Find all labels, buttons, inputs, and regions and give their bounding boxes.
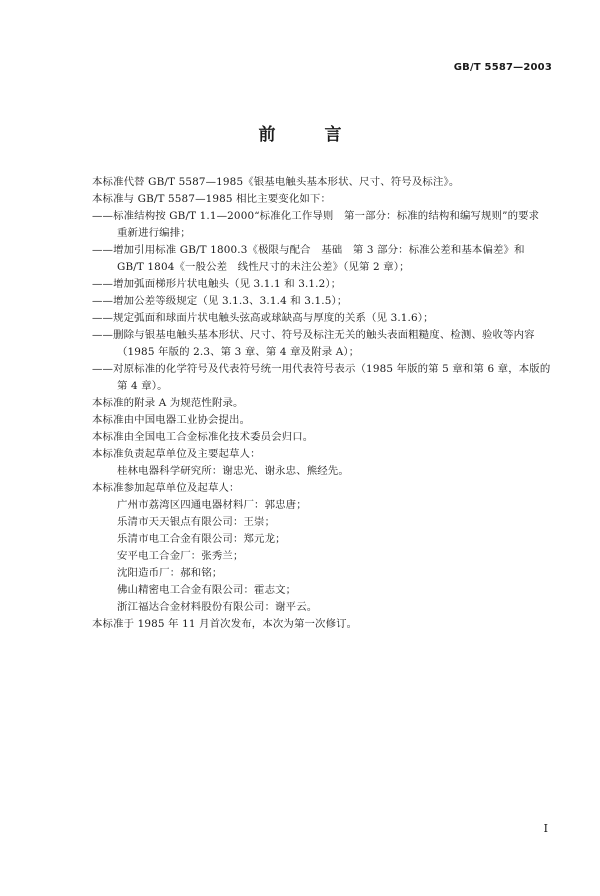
text-line: 广州市荔湾区四通电器材料厂：郭忠唐； — [117, 499, 307, 511]
text-line: ——增加引用标准 GB/T 1800.3《极限与配合 基础 第 3 部分：标准公差和基本偏差》和 — [92, 244, 525, 256]
text-line: 佛山精密电工合金有限公司：霍志文； — [117, 584, 297, 596]
text-line: 桂林电器科学研究所：谢忠光、谢永忠、熊经先。 — [117, 465, 349, 477]
text-line: 乐清市天天银点有限公司：王崇； — [117, 516, 276, 528]
text-line: 第 4 章）。 — [117, 380, 168, 392]
text-line: 本标准于 1985 年 11 月首次发布，本次为第一次修订。 — [92, 618, 358, 630]
text-line: ——删除与银基电触头基本形状、尺寸、符号及标注无关的触头表面粗糙度、检测、验收等内容 — [92, 329, 535, 341]
text-line: 本标准参加起草单位及起草人： — [92, 482, 240, 494]
text-line: 乐清市电工合金有限公司：郑元龙； — [117, 533, 286, 545]
text-line: 本标准与 GB/T 5587—1985 相比主要变化如下： — [92, 193, 331, 205]
text-line: 安平电工合金厂：张秀兰； — [117, 550, 244, 562]
text-line: ——标准结构按 GB/T 1.1—2000“标准化工作导则 第一部分：标准的结构和编写规则”的要求 — [92, 210, 540, 222]
text-line: 本标准的附录 A 为规范性附录。 — [92, 397, 244, 409]
text-line: 本标准代替 GB/T 5587—1985《银基电触头基本形状、尺寸、符号及标注》。 — [92, 176, 460, 188]
text-line: ——对原标准的化学符号及代表符号统一用代表符号表示（1985 年版的第 5 章和第 6 章，本版的 — [92, 363, 551, 375]
page-number: I — [543, 822, 548, 835]
text-line: 沈阳造币厂：郝和铭； — [117, 567, 223, 579]
text-line: ——增加公差等级规定（见 3.1.3、3.1.4 和 3.1.5）； — [92, 295, 348, 307]
text-line: GB/T 1804《一般公差 线性尺寸的未注公差》（见第 2 章）； — [117, 261, 410, 273]
text-line: 本标准负责起草单位及主要起草人： — [92, 448, 261, 460]
standard-code: GB/T 5587—2003 — [453, 62, 552, 73]
text-line: ——增加弧面梯形片状电触头（见 3.1.1 和 3.1.2）； — [92, 278, 342, 290]
text-line: （1985 年版的 2.3、第 3 章、第 4 章及附录 A）； — [117, 346, 360, 358]
page-title: 前 言 — [258, 125, 358, 145]
text-line: 本标准由中国电器工业协会提出。 — [92, 414, 251, 426]
text-line: 本标准由全国电工合金标准化技术委员会归口。 — [92, 431, 314, 443]
text-line: ——规定弧面和球面片状电触头弦高或球缺高与厚度的关系（见 3.1.6）； — [92, 312, 434, 324]
text-line: 重新进行编排； — [117, 227, 191, 239]
text-line: 浙江福达合金材料股份有限公司：谢平云。 — [117, 601, 318, 613]
